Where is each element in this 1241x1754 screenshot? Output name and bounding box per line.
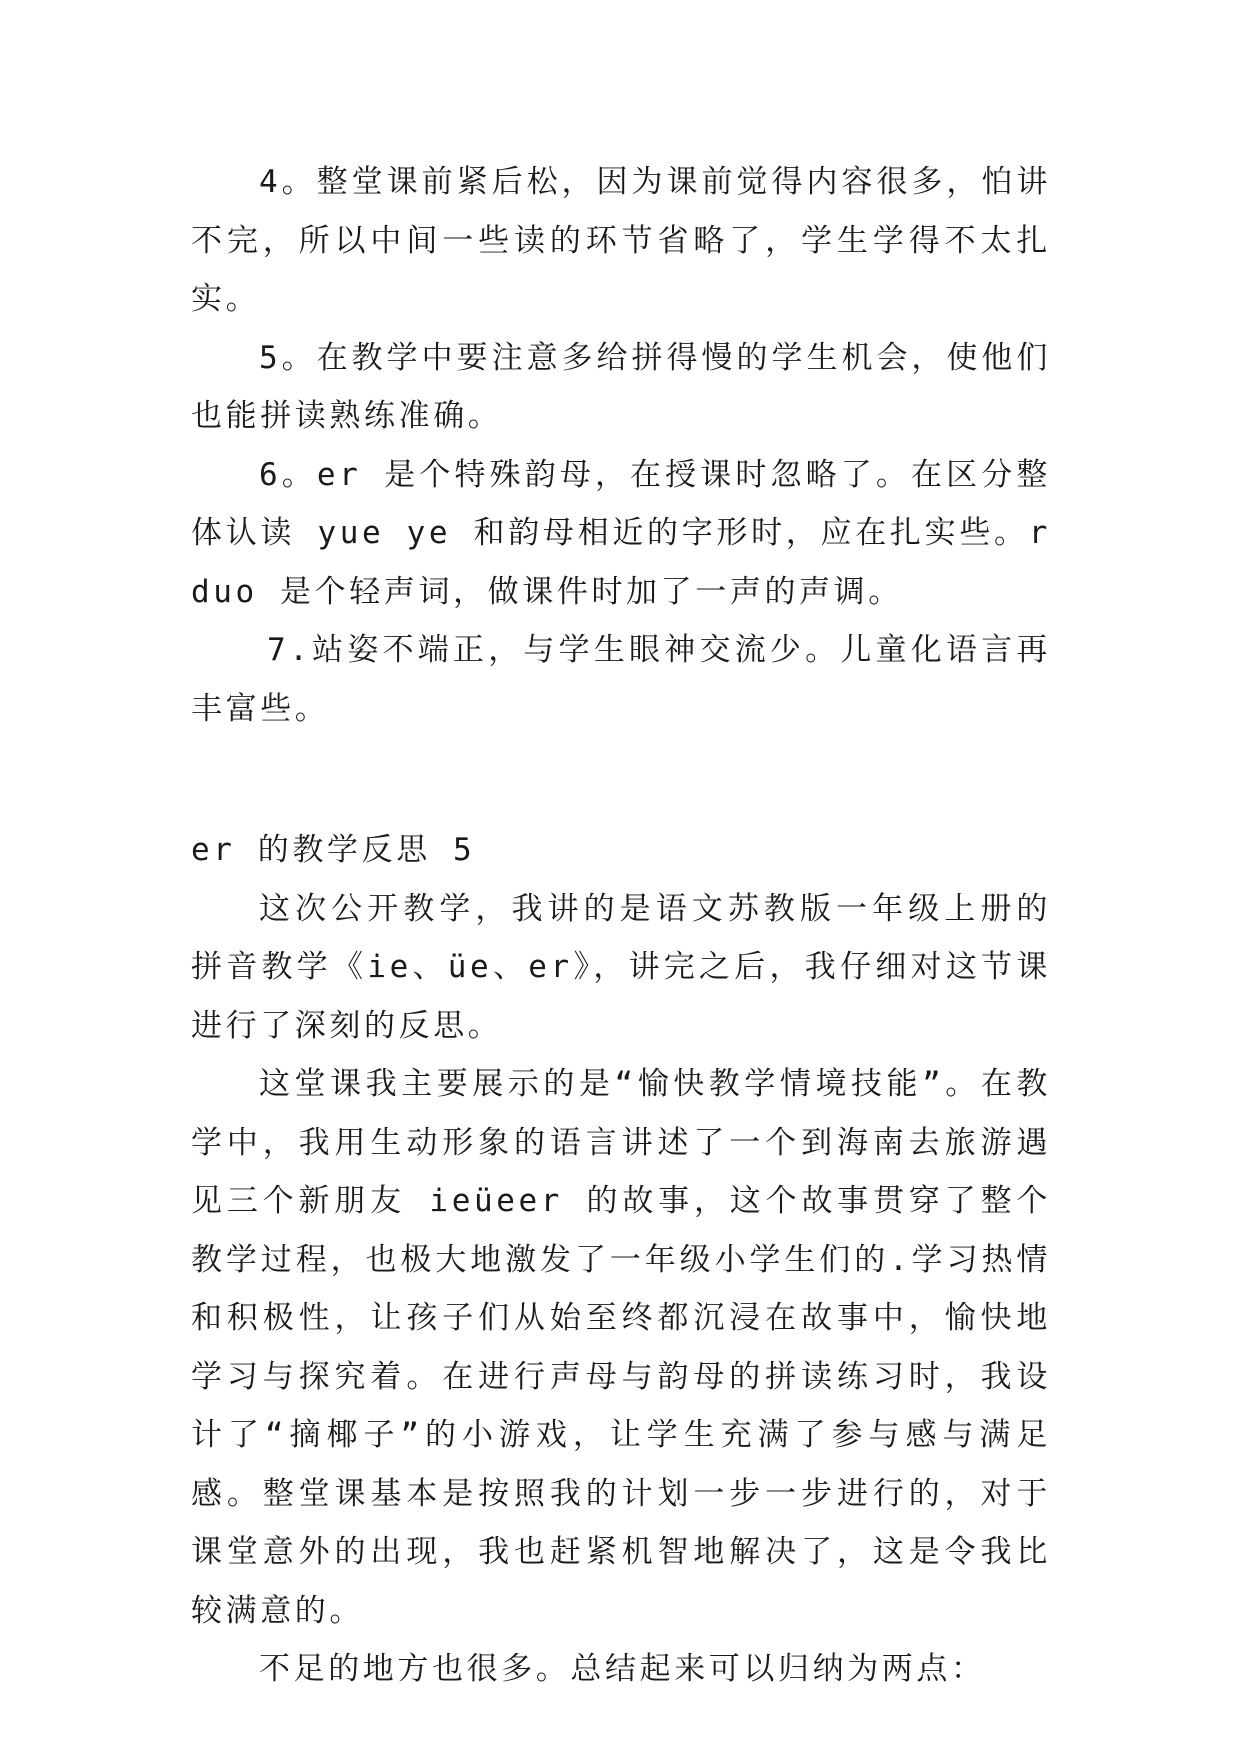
- paragraph-intro: 这次公开教学，我讲的是语文苏教版一年级上册的拼音教学《ie、üe、er》，讲完之后，我仔细对这节课进行了深刻的反思。: [191, 890, 1051, 1044]
- paragraph-item-5: 5。在教学中要注意多给拼得慢的学生机会，使他们也能拼读熟练准确。: [191, 339, 1051, 434]
- paragraph-item-7: 7.站姿不端正，与学生眼神交流少。儿童化语言再丰富些。: [191, 632, 1051, 727]
- paragraph-main-reflection: 这堂课我主要展示的是“愉快教学情境技能”。在教学中，我用生动形象的语言讲述了一个到海南去旅游遇见三个新朋友 ieüeer 的故事，这个故事贯穿了整个教学过程，也极大地激发了一年级小学生们的.学习热情和积极性，让孩子们从始至终都沉浸在故事中，愉快地学习与探究着。在进行声母与韵母的拼读练习时，我设计了“摘椰子”的小游戏，让学生充满了参与感与满足感。整堂课基本是按照我的计划一步一步进行的，对于课堂意外的出现，我也赶紧机智地解决了，这是令我比较满意的。: [191, 1066, 1051, 1629]
- paragraph-item-6: 6。er 是个特殊韵母，在授课时忽略了。在区分整体认读 yue ye 和韵母相近的字形时，应在扎实些。r duo 是个轻声词，做课件时加了一声的声调。: [191, 456, 1051, 610]
- paragraph-item-4: 4。整堂课前紧后松，因为课前觉得内容很多，怕讲不完，所以中间一些读的环节省略了，学生学得不太扎实。: [191, 164, 1051, 317]
- paragraph-shortcomings: 不足的地方也很多。总结起来可以归纳为两点：: [259, 1651, 986, 1687]
- section-divider-space: [191, 738, 1051, 821]
- document-body: [191, 153, 1051, 1699]
- section-heading: er 的教学反思 5: [191, 832, 476, 868]
